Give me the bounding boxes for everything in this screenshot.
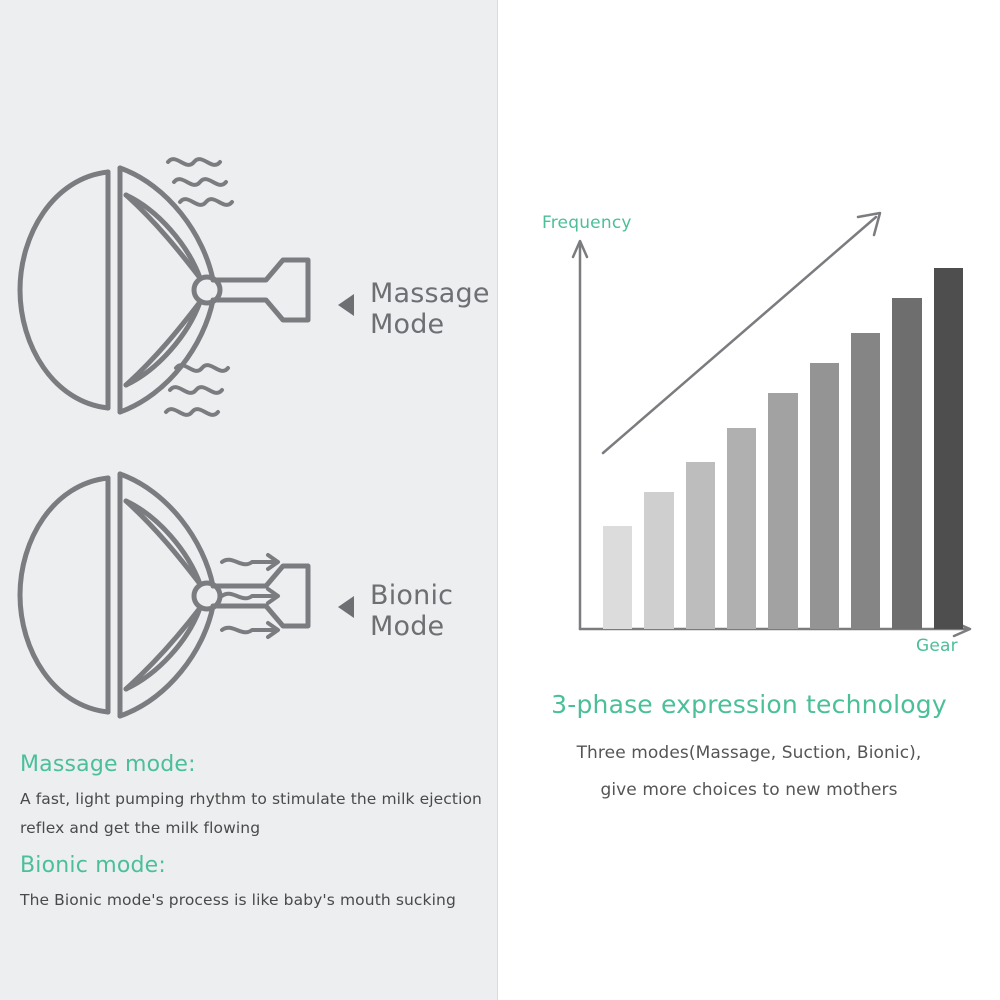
massage-mode-pointer-icon bbox=[338, 294, 354, 316]
massage-mode-illustration bbox=[8, 140, 338, 444]
right-panel bbox=[498, 0, 1000, 1000]
bar-gear-7 bbox=[851, 333, 880, 629]
bionic-mode-label-line1: Bionic bbox=[370, 580, 454, 611]
left-panel bbox=[0, 0, 497, 1000]
chart-subtitle-line2: give more choices to new mothers bbox=[600, 780, 898, 800]
bar-gear-9 bbox=[934, 268, 963, 629]
massage-mode-label bbox=[370, 278, 510, 340]
massage-mode-label-line1: Massage bbox=[370, 278, 490, 309]
bionic-mode-pointer-icon bbox=[338, 596, 354, 618]
massage-mode-label-line2: Mode bbox=[370, 309, 445, 340]
frequency-gear-bar-chart bbox=[518, 195, 988, 675]
massage-mode-caption-text: A fast, light pumping rhythm to stimulate the milk ejection reflex and get the milk flowing bbox=[20, 790, 482, 837]
bar-gear-2 bbox=[644, 492, 673, 629]
x-axis-label: Gear bbox=[916, 636, 958, 656]
bionic-mode-caption bbox=[20, 853, 490, 915]
chart-subtitle bbox=[498, 735, 1000, 809]
massage-mode-caption bbox=[20, 752, 490, 843]
bionic-mode-caption-heading: Bionic mode: bbox=[20, 853, 167, 878]
bar-gear-5 bbox=[768, 393, 797, 629]
bar-gear-8 bbox=[892, 298, 921, 629]
chart-title: 3-phase expression technology bbox=[551, 690, 947, 719]
massage-mode-caption-heading: Massage mode: bbox=[20, 752, 196, 777]
bionic-mode-caption-text: The Bionic mode's process is like baby's mouth sucking bbox=[20, 891, 456, 909]
bar-gear-4 bbox=[727, 428, 756, 629]
bar-gear-1 bbox=[603, 526, 632, 629]
chart-bars bbox=[603, 249, 963, 629]
bionic-mode-illustration bbox=[8, 450, 338, 744]
y-axis-label: Frequency bbox=[542, 213, 632, 233]
chart-caption bbox=[498, 690, 1000, 809]
bionic-mode-label bbox=[370, 580, 510, 642]
bar-gear-6 bbox=[810, 363, 839, 629]
bionic-mode-label-line2: Mode bbox=[370, 611, 445, 642]
left-panel-content bbox=[0, 0, 497, 1000]
bar-gear-3 bbox=[686, 462, 715, 629]
chart-subtitle-line1: Three modes(Massage, Suction, Bionic), bbox=[576, 743, 922, 763]
